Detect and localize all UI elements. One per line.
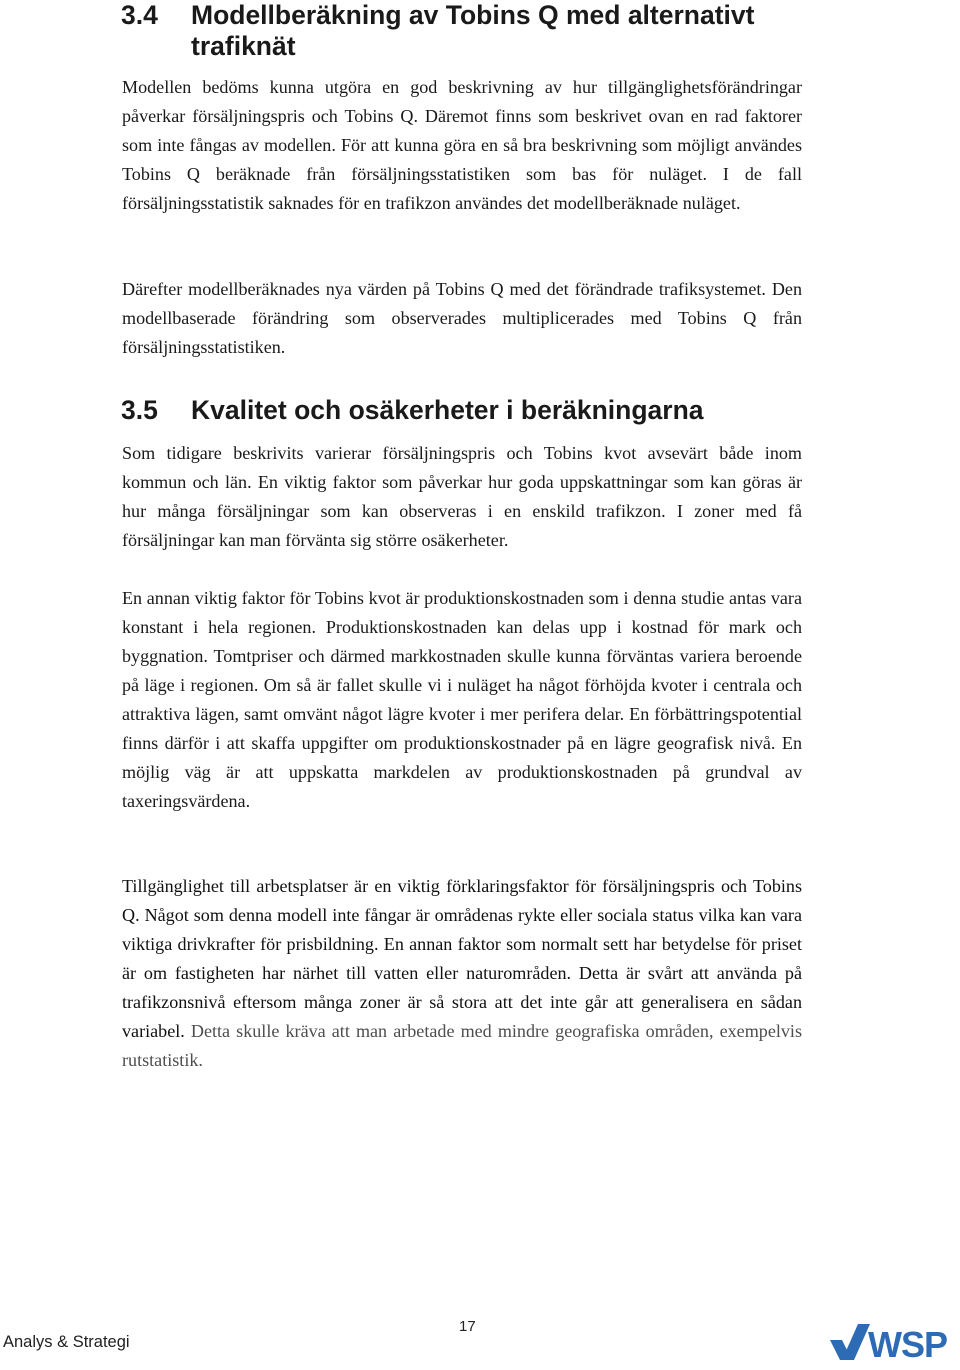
paragraph-main-text: Tillgänglighet till arbetsplatser är en viktig förklaringsfaktor för försäljningspris och Tobins Q. Något som denna modell inte fångar är områdenas rykte eller sociala status vilka kan vara viktiga drivkrafter för prisbildning. En annan faktor som normalt sett har betydelse för priset är om fastigheten har närhet till vatten eller naturområden. Detta är svårt att använda på trafikzonsnivå eftersom många zoner är så stora att det inte går att generalisera en sådan variabel. bbox=[122, 876, 802, 1041]
section-number: 3.4 bbox=[121, 0, 158, 30]
paragraph-3-4-1: Modellen bedöms kunna utgöra en god beskrivning av hur tillgänglighetsförändringar påverkar försäljningspris och Tobins Q. Däremot finns som beskrivet ovan en rad faktorer som inte fångas av modellen. För att kunna göra en så bra beskrivning som möjligt användes Tobins Q beräknade från försäljningsstatistiken som bas för nuläget. I de fall försäljningsstatistik saknades för en trafikzon användes det modellberäknade nuläget. bbox=[122, 77, 802, 213]
wsp-logo bbox=[828, 1320, 960, 1362]
paragraph-3-5-1: Som tidigare beskrivits varierar försäljningspris och Tobins kvot avsevärt både inom kommun och län. En viktig faktor som påverkar hur goda uppskattningar som kan göras är hur många försäljningar som kan observeras i en enskild trafikzon. I zoner med få försäljningar kan man förvänta sig större osäkerheter. bbox=[122, 443, 802, 550]
section-title: Modellberäkning av Tobins Q med alternativt trafiknät bbox=[191, 0, 755, 61]
paragraph-3-4-2: Därefter modellberäknades nya värden på Tobins Q med det förändrade trafiksystemet. Den modellbaserade förändring som observerades multiplicerades med Tobins Q från försäljningsstatistiken. bbox=[122, 279, 802, 357]
footer-brand: Analys & Strategi bbox=[3, 1333, 130, 1351]
section-number: 3.5 bbox=[121, 395, 158, 425]
section-title: Kvalitet och osäkerheter i beräkningarna bbox=[191, 395, 704, 425]
wsp-logo-text: WSP bbox=[868, 1324, 948, 1362]
page-number: 17 bbox=[459, 1318, 476, 1335]
paragraph-3-5-3 bbox=[122, 872, 802, 1075]
paragraph-3-5-2: En annan viktig faktor för Tobins kvot är produktionskostnaden som i denna studie antas vara konstant i hela regionen. Produktionskostnaden kan delas upp i kostnad för mark och byggnation. Tomtpriser och därmed markkostnaden skulle kunna förväntas variera beroende på läge i regionen. Om så är fallet skulle vi i nuläget ha något förhöjda kvoter i centrala och attraktiva lägen, samt omvänt något lägre kvoter i mer perifera delar. En förbättringspotential finns därför i att skaffa uppgifter om produktionskostnader på en lägre geografisk nivå. En möjlig väg är att uppskatta markdelen av produktionskostnaden på grundval av taxeringsvärdena. bbox=[122, 588, 802, 811]
paragraph-tail-text: Detta skulle kräva att man arbetade med mindre geografiska områden, exempelvis rutstatistik. bbox=[122, 1021, 802, 1070]
